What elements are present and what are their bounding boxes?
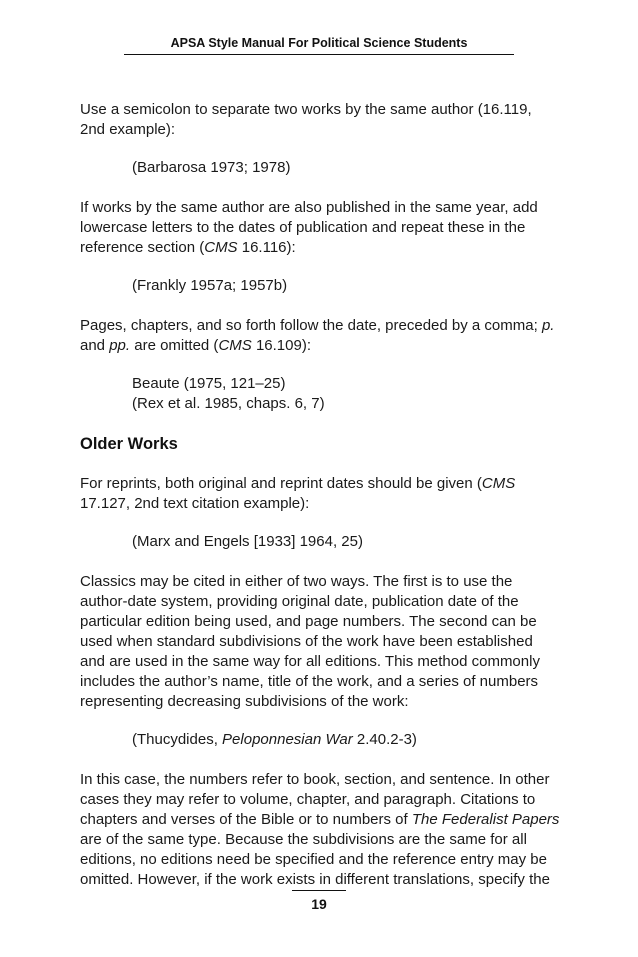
paragraph-subdivisions: In this case, the numbers refer to book, section, and sentence. In other cases they may refer to volume, chapter, and paragraph. Citations to chapters and verses of the Bible or to numbers of The Federalist Papers are of the same type. Because the subdivisions are the same for all editions, no editions need be specified and the reference entry may be omitted. However, if the work exists in different translations, specify the bbox=[80, 771, 560, 888]
example-citation: (Thucydides, Peloponnesian War 2.40.2-3) bbox=[132, 731, 417, 748]
page-body bbox=[80, 100, 570, 890]
example-citation: (Barbarosa 1973; 1978) bbox=[132, 159, 291, 176]
paragraph-reprints: For reprints, both original and reprint dates should be given (CMS 17.127, 2nd text citation example): bbox=[80, 475, 516, 512]
paragraph-pages: Pages, chapters, and so forth follow the date, preceded by a comma; p. and pp. are omitted (CMS 16.109): bbox=[80, 317, 555, 354]
example-citation: Beaute (1975, 121–25) (Rex et al. 1985, chaps. 6, 7) bbox=[132, 375, 325, 412]
section-heading: Older Works bbox=[80, 435, 178, 453]
running-title: APSA Style Manual For Political Science Students bbox=[170, 36, 468, 50]
footer-rule bbox=[292, 890, 346, 891]
paragraph-same-year: If works by the same author are also published in the same year, add lowercase letters to the dates of publication and repeat these in the reference section (CMS 16.116): bbox=[80, 199, 538, 256]
page-number: 19 bbox=[311, 896, 327, 912]
example-citation: (Marx and Engels [1933] 1964, 25) bbox=[132, 533, 363, 550]
paragraph-classics: Classics may be cited in either of two ways. The first is to use the author-date system, providing original date, publication date of the particular edition being used, and page numbers. The second can be used when standard subdivisions of the work have been established and are used in the same way for all editions. This method commonly includes the author’s name, title of the work, and a series of numbers representing decreasing subdivisions of the work: bbox=[80, 573, 540, 710]
header-rule bbox=[124, 54, 514, 55]
example-citation: (Frankly 1957a; 1957b) bbox=[132, 277, 288, 294]
paragraph-semicolon: Use a semicolon to separate two works by the same author (16.119, 2nd example): bbox=[80, 101, 532, 138]
